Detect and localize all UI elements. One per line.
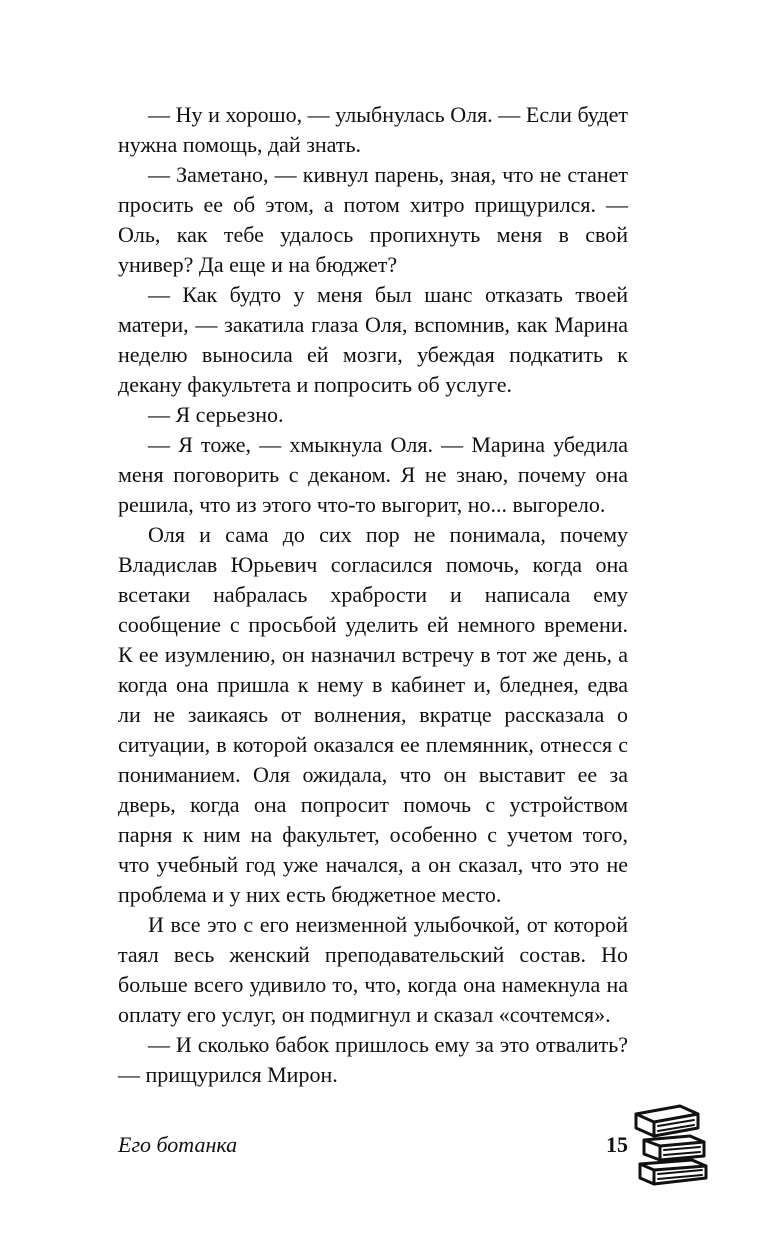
body-text: [118, 100, 628, 1090]
paragraph-3: — Как будто у меня был шанс отказать твоей матери, — закатила глаза Оля, вспомнив, как Марина неделю выносила ей мозги, убеждая подкатить к декану факультета и попросить об услуге.: [118, 282, 628, 397]
running-footer-title: Его ботанка: [118, 1132, 238, 1157]
paragraph-6: Оля и сама до сих пор не понимала, почему Владислав Юрьевич согласился помочь, когда она всетаки набралась храбрости и написала ему сообщение с просьбой уделить ей немного времени. К ее изумлению, он назначил встречу в тот же день, а когда она пришла к нему в кабинет и, бледнея, едва ли не заикаясь от волнения, вкратце рассказала о ситуации, в которой оказался ее племянник, отнесся с пониманием. Оля ожидала, что он выставит ее за дверь, когда она попросит помочь с устройством парня к ним на факультет, особенно с учетом того, что учебный год уже начался, а он сказал, что это не проблема и у них есть бюджетное место.: [118, 522, 628, 907]
paragraph-5: — Я тоже, — хмыкнула Оля. — Марина убедила меня поговорить с деканом. Я не знаю, почему она решила, что из этого что-то выгорит, но... выгорело.: [118, 432, 628, 517]
paragraph-1: — Ну и хорошо, — улыбнулась Оля. — Если будет нужна помощь, дай знать.: [118, 102, 628, 157]
page-number: 15: [606, 1132, 628, 1157]
paragraph-7: И все это с его неизменной улыбочкой, от которой таял весь женский преподавательский состав. Но больше всего удивило то, что, когда она намекнула на оплату его услуг, он подмигнул и сказал «сочтемся».: [118, 912, 628, 1027]
books-stack-icon: [632, 1100, 712, 1190]
paragraph-8: — И сколько бабок пришлось ему за это отвалить? — прищурился Мирон.: [118, 1032, 628, 1087]
paragraph-2: — Заметано, — кивнул парень, зная, что не станет просить ее об этом, а потом хитро прищурился. — Оль, как тебе удалось пропихнуть меня в свой универ? Да еще и на бюджет?: [118, 162, 628, 277]
paragraph-4: — Я серьезно.: [148, 402, 284, 427]
